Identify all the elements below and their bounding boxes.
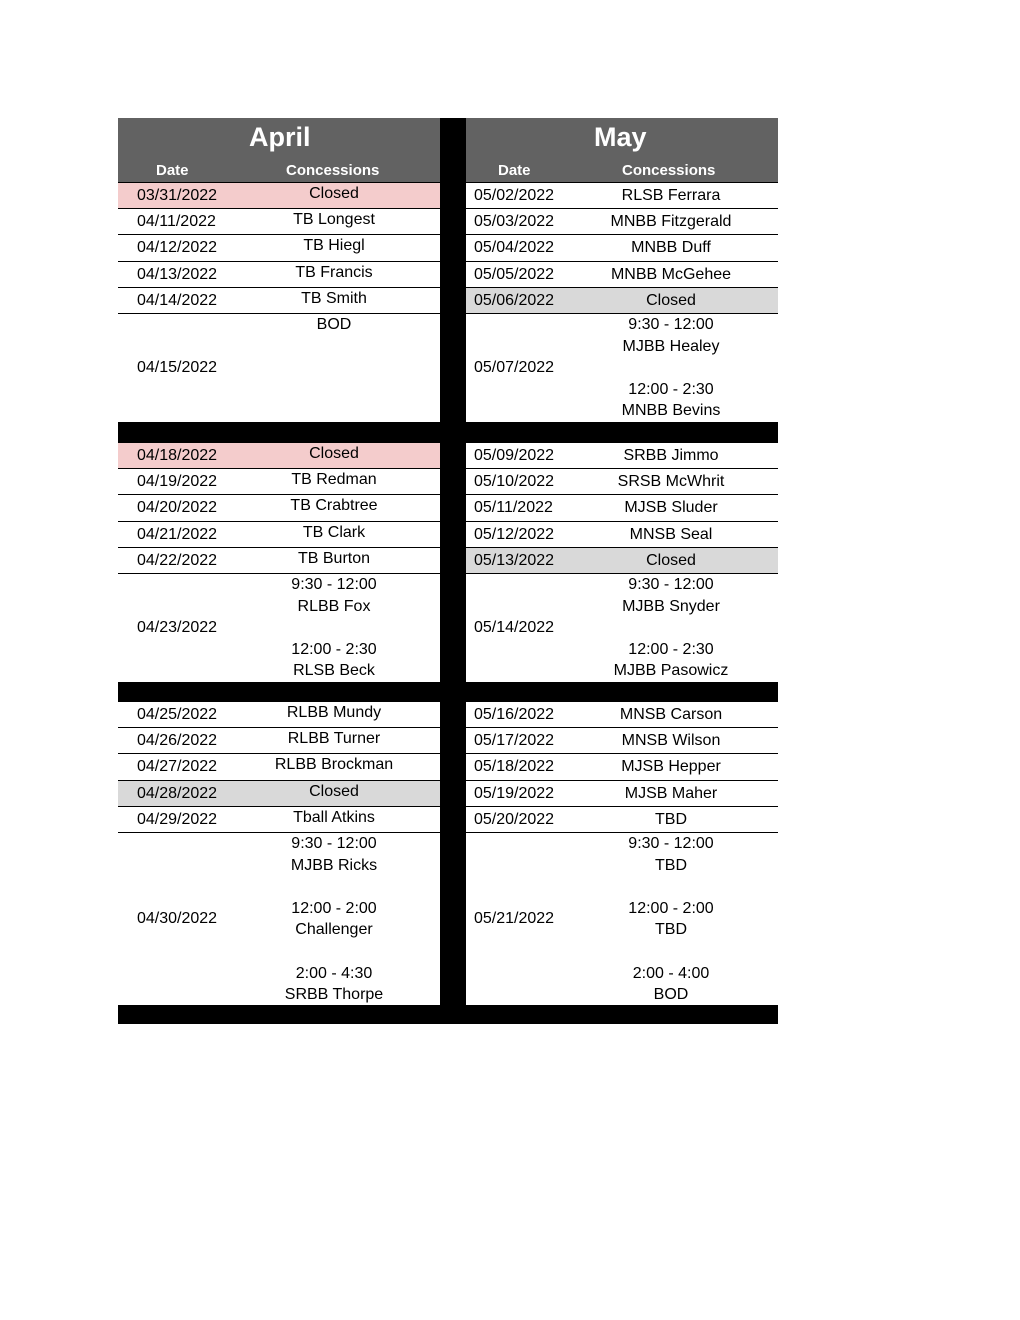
schedule-row [466, 781, 778, 807]
row-date: 04/14/2022 [137, 291, 218, 309]
schedule-row [466, 495, 778, 521]
row-date: 05/14/2022 [474, 619, 555, 636]
month-title: April [249, 122, 311, 152]
schedule-row [466, 235, 778, 261]
concessions-column-header: Concessions [622, 162, 716, 179]
schedule-row [466, 469, 778, 495]
row-date: 05/13/2022 [474, 551, 555, 569]
row-concessions: TB Longest [293, 211, 375, 229]
row-date: 05/04/2022 [474, 239, 555, 257]
schedule-row [466, 209, 778, 235]
row-concessions: 9:30 - 12:00 MJBB Ricks 12:00 - 2:00 Challenger 2:00 - 4:30 SRBB Thorpe [284, 835, 384, 1004]
row-concessions: Closed [309, 445, 359, 462]
row-date: 05/16/2022 [474, 706, 555, 723]
row-date: 04/26/2022 [137, 732, 218, 750]
schedule-row [466, 807, 778, 833]
row-date: 04/15/2022 [137, 359, 218, 376]
schedule-row [466, 183, 778, 209]
row-date: 03/31/2022 [137, 187, 218, 204]
row-date: 04/28/2022 [137, 784, 218, 802]
row-date: 04/22/2022 [137, 551, 218, 569]
row-concessions: MNSB Seal [629, 525, 713, 543]
row-concessions: RLBB Mundy [286, 704, 382, 721]
row-concessions: TB Redman [291, 471, 377, 489]
schedule-row [118, 495, 440, 521]
schedule-row [118, 443, 440, 469]
schedule-row [118, 548, 440, 574]
row-date: 05/07/2022 [474, 359, 555, 376]
schedule-row [118, 183, 440, 209]
schedule-row [118, 522, 440, 548]
schedule-row [466, 288, 778, 314]
schedule-row [466, 522, 778, 548]
row-concessions: TBD [655, 810, 687, 828]
row-concessions: MJSB Hepper [621, 758, 721, 776]
row-concessions: MJSB Sluder [624, 499, 718, 517]
row-date: 04/29/2022 [137, 810, 218, 828]
row-concessions: SRSB McWhrit [617, 473, 725, 491]
schedule-row [118, 469, 440, 495]
april-header [118, 118, 440, 182]
row-concessions: RLBB Brockman [274, 756, 394, 774]
schedule-row [466, 833, 778, 1005]
row-date: 04/13/2022 [137, 265, 218, 283]
row-date: 04/11/2022 [137, 213, 216, 231]
row-concessions: MNBB Duff [631, 239, 711, 257]
row-concessions: 9:30 - 12:00 TBD 12:00 - 2:00 TBD 2:00 - 4:00 BOD [628, 835, 714, 1004]
row-concessions: MNSB Wilson [621, 732, 721, 750]
schedule-row [118, 781, 440, 807]
row-concessions: RLBB Turner [287, 730, 381, 748]
row-concessions: TB Hiegl [303, 237, 365, 255]
row-concessions: Closed [646, 551, 696, 569]
row-date: 04/19/2022 [137, 473, 218, 491]
month-title: May [594, 122, 647, 152]
row-concessions: 9:30 - 12:00 MJBB Snyder 12:00 - 2:30 MJBB Pasowicz [613, 576, 729, 680]
row-concessions: MNSB Carson [619, 706, 723, 723]
row-date: 04/18/2022 [137, 447, 218, 464]
row-concessions: TB Crabtree [290, 497, 378, 515]
schedule-row [118, 728, 440, 754]
schedule-row [466, 574, 778, 682]
schedule-row [466, 548, 778, 574]
date-column-header: Date [156, 162, 189, 179]
row-concessions: MNBB McGehee [610, 265, 732, 283]
row-concessions: Closed [309, 782, 359, 800]
row-date: 04/27/2022 [137, 758, 218, 776]
schedule-row [118, 288, 440, 314]
concessions-schedule [118, 118, 778, 1024]
schedule-row [466, 443, 778, 469]
schedule-row [466, 262, 778, 288]
row-date: 05/21/2022 [474, 910, 555, 927]
row-concessions: TB Smith [301, 289, 367, 307]
schedule-row [466, 754, 778, 780]
schedule-row [118, 754, 440, 780]
row-concessions: MNBB Fitzgerald [610, 213, 732, 231]
row-date: 04/30/2022 [137, 910, 218, 927]
concessions-column-header: Concessions [286, 162, 380, 179]
row-date: 05/17/2022 [474, 732, 555, 750]
row-date: 04/12/2022 [137, 239, 218, 257]
row-concessions: 9:30 - 12:00 RLBB Fox 12:00 - 2:30 RLSB Beck [291, 576, 377, 680]
row-date: 04/25/2022 [137, 706, 218, 723]
row-date: 05/20/2022 [474, 810, 555, 828]
row-date: 05/05/2022 [474, 265, 555, 283]
row-date: 05/10/2022 [474, 473, 555, 491]
row-concessions: TB Burton [297, 549, 371, 567]
row-date: 05/02/2022 [474, 187, 555, 204]
schedule-row [466, 314, 778, 422]
row-concessions: TB Clark [302, 523, 366, 541]
schedule-row [118, 314, 440, 422]
schedule-row [466, 702, 778, 728]
schedule-row [118, 702, 440, 728]
row-concessions: MJSB Maher [624, 784, 718, 802]
row-date: 05/12/2022 [474, 525, 555, 543]
row-concessions: Tball Atkins [293, 808, 375, 826]
row-concessions: TB Francis [295, 263, 373, 281]
schedule-row [466, 728, 778, 754]
row-concessions: Closed [646, 291, 696, 309]
schedule-row [118, 807, 440, 833]
row-concessions: 9:30 - 12:00 MJBB Healey 12:00 - 2:30 MNBB Bevins [621, 316, 721, 420]
row-date: 04/20/2022 [137, 499, 218, 517]
schedule-row [118, 235, 440, 261]
schedule-row [118, 833, 440, 1005]
row-date: 04/21/2022 [137, 525, 218, 543]
row-date: 05/19/2022 [474, 784, 555, 802]
row-concessions: SRBB Jimmo [623, 447, 719, 464]
schedule-row [118, 262, 440, 288]
row-date: 05/11/2022 [474, 499, 553, 517]
row-date: 05/18/2022 [474, 758, 555, 776]
row-concessions: BOD [316, 316, 352, 333]
may-header [466, 118, 778, 182]
row-date: 05/09/2022 [474, 447, 555, 464]
row-concessions: RLSB Ferrara [621, 187, 721, 204]
row-concessions: Closed [309, 185, 359, 202]
schedule-row [118, 209, 440, 235]
row-date: 04/23/2022 [137, 619, 218, 636]
row-date: 05/06/2022 [474, 291, 555, 309]
row-date: 05/03/2022 [474, 213, 555, 231]
date-column-header: Date [498, 162, 531, 179]
schedule-row [118, 574, 440, 682]
